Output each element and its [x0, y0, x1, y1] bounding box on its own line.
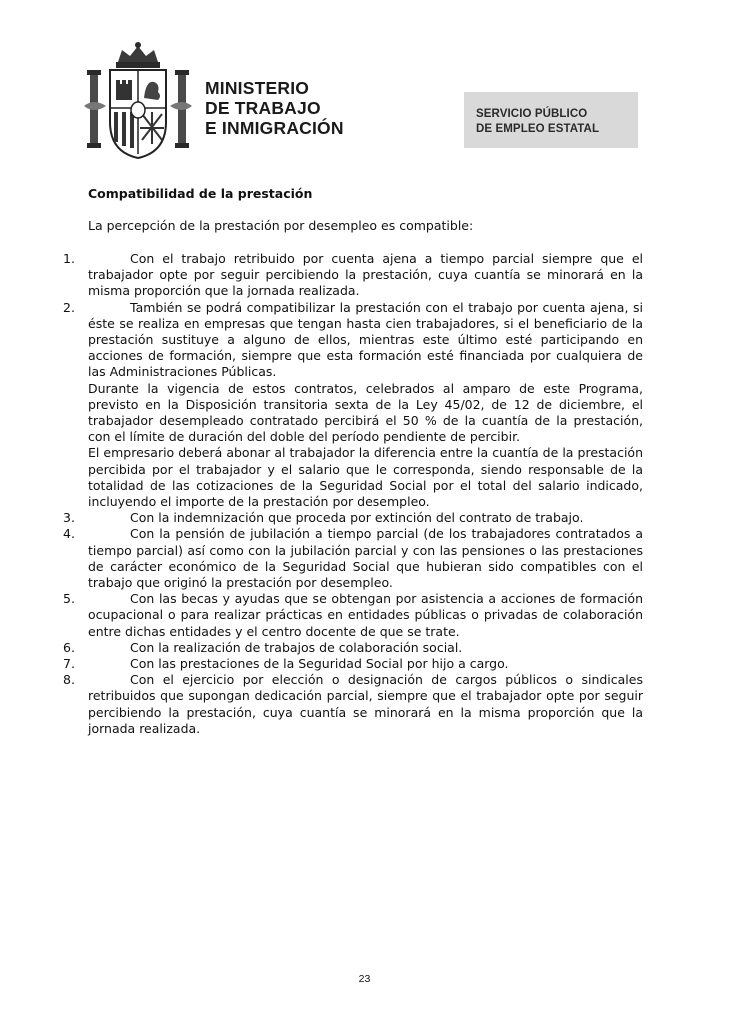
- list-item-text: Con el trabajo retribuido por cuenta ajena a tiempo parcial siempre que el trabajador opte por seguir percibiendo la prestación, cuya cuantía se minorará en la misma proporción que la jornada realizada.: [88, 251, 643, 299]
- section-title: Compatibilidad de la prestación: [88, 186, 313, 201]
- ministry-line-3: E INMIGRACIÓN: [205, 118, 344, 138]
- list-item-number: 2.: [63, 299, 75, 315]
- list-item: [0, 526, 643, 591]
- list-item: [0, 640, 643, 656]
- service-line-2: DE EMPLEO ESTATAL: [476, 123, 600, 135]
- service-logo-box: [464, 92, 638, 148]
- list-item-number: 7.: [63, 656, 75, 672]
- page-number: 23: [358, 973, 371, 985]
- list-item-text: Con la pensión de jubilación a tiempo parcial (de los trabajadores contratados a tiempo parcial) así como con la jubilación parcial y con las pensiones o las prestaciones de carácter económico de la Seguridad Social que hubieran sido compatibles con el trabajo que originó la prestación por desempleo.: [88, 526, 643, 591]
- list-item-number: 3.: [63, 510, 75, 526]
- list-item: [0, 300, 643, 511]
- ministry-name: [205, 78, 344, 138]
- ministry-line-1: MINISTERIO: [205, 78, 310, 98]
- list-item-number: 5.: [63, 591, 75, 607]
- intro-text: La percepción de la prestación por desempleo es compatible:: [88, 218, 474, 233]
- list-item-paragraph: Durante la vigencia de estos contratos, celebrados al amparo de este Programa, previsto en la Disposición transitoria sexta de la Ley 45/02, de 12 de diciembre, el trabajador desempleado contratado percibirá el 50 % de la cuantía de la prestación, con el límite de duración del doble del período pendiente de percibir.: [88, 380, 643, 445]
- list-item: [0, 251, 643, 300]
- spanish-coat-of-arms-icon: [82, 40, 194, 162]
- compatibility-list: [0, 251, 729, 737]
- list-item: [0, 656, 643, 672]
- list-item-text: Con las becas y ayudas que se obtengan por asistencia a acciones de formación ocupacional o para realizar prácticas en entidades públicas o privadas de colaboración entre dichas entidades y el centro docente de que se trate.: [88, 591, 643, 639]
- service-line-1: SERVICIO PÚBLICO: [476, 108, 588, 120]
- list-item-number: 8.: [63, 672, 75, 688]
- list-item-text: Con las prestaciones de la Seguridad Social por hijo a cargo.: [130, 656, 509, 672]
- list-item: [0, 510, 643, 526]
- list-item-text: Con la indemnización que proceda por extinción del contrato de trabajo.: [130, 510, 584, 526]
- list-item: [0, 591, 643, 640]
- list-item-text: Con la realización de trabajos de colaboración social.: [130, 639, 463, 655]
- list-item: [0, 672, 643, 737]
- list-item-text: También se podrá compatibilizar la prestación con el trabajo por cuenta ajena, si éste se realiza en empresas que tengan hasta cien trabajadores, si el beneficiario de la prestación sustituye a alguno de ellos, mientras este último esté participando en acciones de formación, siempre que esta formación esté financiada por cualquiera de las Administraciones Públicas.: [88, 299, 643, 380]
- list-item-number: 6.: [63, 639, 75, 655]
- list-item-number: 4.: [63, 526, 75, 542]
- list-item-text: Con el ejercicio por elección o designación de cargos públicos o sindicales retribuidos que supongan dedicación parcial, siempre que el trabajador opte por seguir percibiendo la prestación, cuya cuantía se minorará en la misma proporción que la jornada realizada.: [88, 672, 643, 736]
- page-header: [0, 0, 729, 170]
- ministry-line-2: DE TRABAJO: [205, 98, 321, 118]
- list-item-number: 1.: [63, 251, 75, 266]
- list-item-paragraph: El empresario deberá abonar al trabajador la diferencia entre la cuantía de la prestación percibida por el trabajador y el salario que le corresponda, siendo responsable de la totalidad de las cotizaciones de la Seguridad Social por el total del salario indicado, incluyendo el importe de la prestación por desempleo.: [88, 445, 643, 510]
